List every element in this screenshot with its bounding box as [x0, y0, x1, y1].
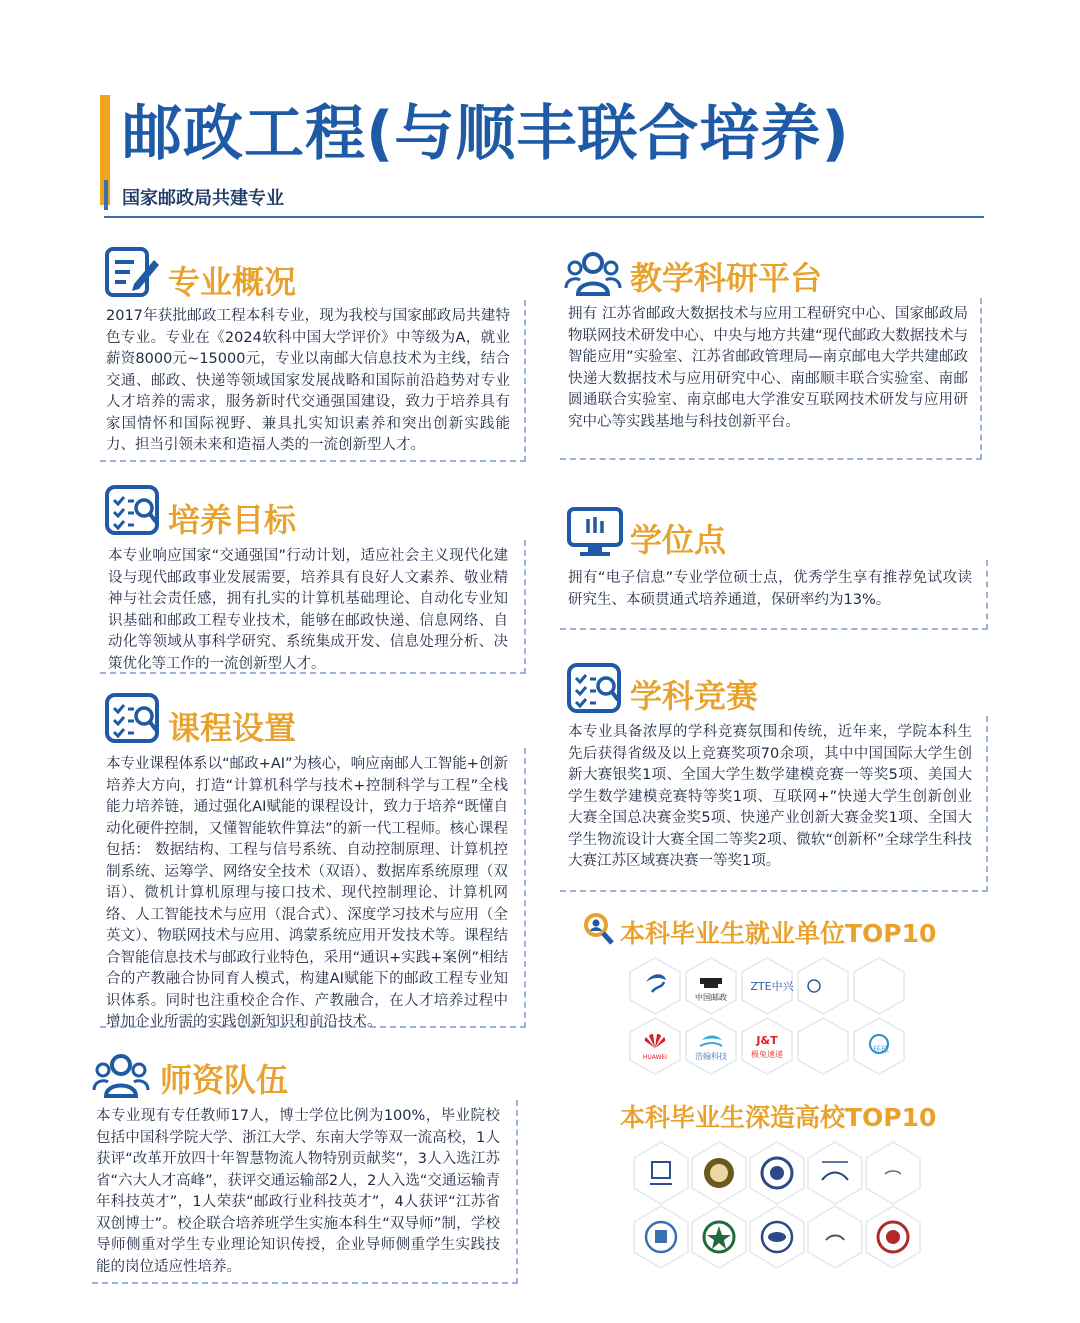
person-search-icon	[580, 912, 616, 950]
section-text-platform: 拥有 江苏省邮政大数据技术与应用工程研究中心、国家邮政局物联网技术研发中心、中央与地方共建“现代邮政大数据技术与智能应用”实验室、江苏省邮政管理局—南京邮电大学共建邮政快递大数据技术与应用研究中心、南邮顺丰联合实验室、南邮圆通联合实验室、南京邮电大学淮安互联网技术研发与应用研究中心等实践基地与科技创新平台。	[568, 306, 968, 430]
employer-logo-grid	[628, 956, 928, 1076]
section-text-courses: 本专业课程体系以“邮政+AI”为核心，响应南邮人工智能+创新培养大方向，打造“计算机科学与技术+控制科学与工程”全栈能力培养链，通过强化AI赋能的课程设计，致力于培养“既懂自动化硬件控制，又懂智能软件算法”的新一代工程师。核心课程包括： 数据结构、工程与信号系统、自动控制原理、计算机控制系统、运筹学、网络安全技术（双语）、数据库系统原理（双语）、微机计算机原理与接口技术、现代控制理论、计算机网络、人工智能技术与应用（混合式）、深度学习技术与应用（全英文）、物联网技术与应用、鸿蒙系统应用开发技术等。课程结合智能信息技术与邮政行业特色，采用“通识+实践+案例”相结合的产教融合协同育人模式，构建AI赋能下的邮政工程专业知识体系。同时也注重校企合作、产教融合，在人才培养过程中增加企业所需的实践创新知识和前沿技术。	[106, 756, 508, 1030]
haohan-tech-logo	[695, 1036, 727, 1062]
section-title-courses: 课程设置	[168, 709, 297, 747]
university-seal-3	[762, 1158, 792, 1188]
checklist-search-icon	[104, 484, 162, 540]
university-logo-grid	[630, 1140, 930, 1270]
section-title-faculty: 师资队伍	[160, 1061, 289, 1099]
subtitle-accent-bar	[104, 180, 108, 210]
university-seal-5	[885, 1171, 901, 1174]
svg-text:极兔速递: 极兔速递	[751, 1050, 783, 1059]
checklist-search-icon	[566, 662, 624, 718]
employers-title: 本科毕业生就业单位TOP10	[620, 919, 937, 948]
section-title-goals: 培养目标	[168, 501, 297, 539]
section-text-overview: 2017年获批邮政工程本科专业，现为我校与国家邮政局共建特色专业。专业在《2024软科中国大学评价》中等级为A，就业薪资8000元~15000元，专业以南邮大信息技术为主线，结合交通、邮政、快递等领域国家发展战略和国际前沿趋势对专业人才培养的需求，服务新时代交通强国建设，致力于培养具有家国情怀和国际视野、兼具扎实知识素养和突出创新实践能力、担当引领未来和造福人类的一流创新型人才。	[106, 308, 510, 453]
huawei-logo	[643, 1034, 667, 1061]
zte-logo	[750, 979, 820, 993]
section-title-platform: 教学科研平台	[630, 259, 823, 297]
universities-title: 本科毕业生深造高校TOP10	[620, 1103, 937, 1132]
china-post-logo	[695, 978, 727, 1002]
section-title-overview: 专业概况	[168, 263, 297, 301]
university-seal-4	[822, 1162, 848, 1180]
svg-text:J&T: J&T	[756, 1034, 778, 1047]
svg-text:浩翰科技: 浩翰科技	[695, 1052, 727, 1061]
jt-express-logo	[751, 1034, 783, 1059]
gtrip-logo	[870, 1035, 889, 1054]
section-text-goals: 本专业响应国家“交通强国”行动计划，适应社会主义现代化建设与现代邮政事业发展需要，培养具有良好人文素养、敬业精神与社会责任感，拥有扎实的计算机基础理论、自动化专业知识基础和邮政工程专业技术，能够在邮政快递、信息网络、自动化等领域从事科学研究、系统集成开发、信息处理分析、决策优化等工作的一流创新型人才。	[108, 548, 508, 672]
section-text-faculty: 本专业现有专任教师17人，博士学位比例为100%，毕业院校包括中国科学院大学、浙江大学、东南大学等双一流高校，1人获评“改革开放四十年智慧物流人物特别贡献奖”，3人入选江苏省“六大人才高峰”，获评交通运输部2人，2人入选“交通运输青年科技英才”，1人荣获“邮政行业科技英才”，4人获评“江苏省双创博士”。校企联合培养班学生实施本科生“双导师”制，学校导师侧重对学生专业理论知识传授，企业导师侧重学生实践技能的岗位适应性培养。	[96, 1108, 500, 1275]
checklist-search-icon	[104, 692, 162, 748]
university-seal-1	[650, 1162, 672, 1184]
svg-text:HUAWEI: HUAWEI	[642, 1054, 668, 1061]
svg-text:中国邮政: 中国邮政	[695, 993, 727, 1002]
university-seal-2	[704, 1158, 734, 1188]
section-text-competition: 本专业具备浓厚的学科竞赛氛围和传统，近年来，学院本科生先后获得省级及以上竞赛奖项70余项，其中中国国际大学生创新大赛银奖1项、全国大学生数学建模竞赛一等奖5项、美国大学生数学建模竞赛特等奖1项、互联网+”快递大学生创新创业大赛全国总决赛金奖5项、快递产业创新大赛金奖1项、全国大学生物流设计大赛全国二等奖2项、微软“创新杯”全球学生科技大赛江苏区域赛决赛一等奖1项。	[568, 724, 972, 869]
people-group-icon	[564, 248, 622, 304]
people-group-icon	[92, 1050, 150, 1106]
page-title: 邮政工程(与顺丰联合培养)	[122, 99, 850, 169]
header-divider	[104, 216, 984, 218]
monitor-icon	[566, 506, 624, 562]
svg-text:环球: 环球	[873, 1045, 889, 1054]
section-title-degree: 学位点	[630, 521, 727, 559]
edit-document-icon	[104, 246, 162, 302]
university-seal-10	[878, 1222, 908, 1252]
university-seal-8	[762, 1222, 792, 1252]
page-subtitle: 国家邮政局共建专业	[122, 188, 284, 209]
university-seal-9	[826, 1236, 844, 1241]
svg-text:ZTE中兴: ZTE中兴	[750, 980, 794, 993]
china-telecom-logo	[646, 974, 666, 992]
section-title-competition: 学科竞赛	[630, 677, 759, 715]
section-text-degree: 拥有“电子信息”专业学位硕士点，优秀学生享有推荐免试攻读研究生、本硕贯通式培养通道，保研率约为13%。	[568, 570, 972, 608]
university-seal-7	[704, 1222, 734, 1252]
university-seal-6	[646, 1222, 676, 1252]
